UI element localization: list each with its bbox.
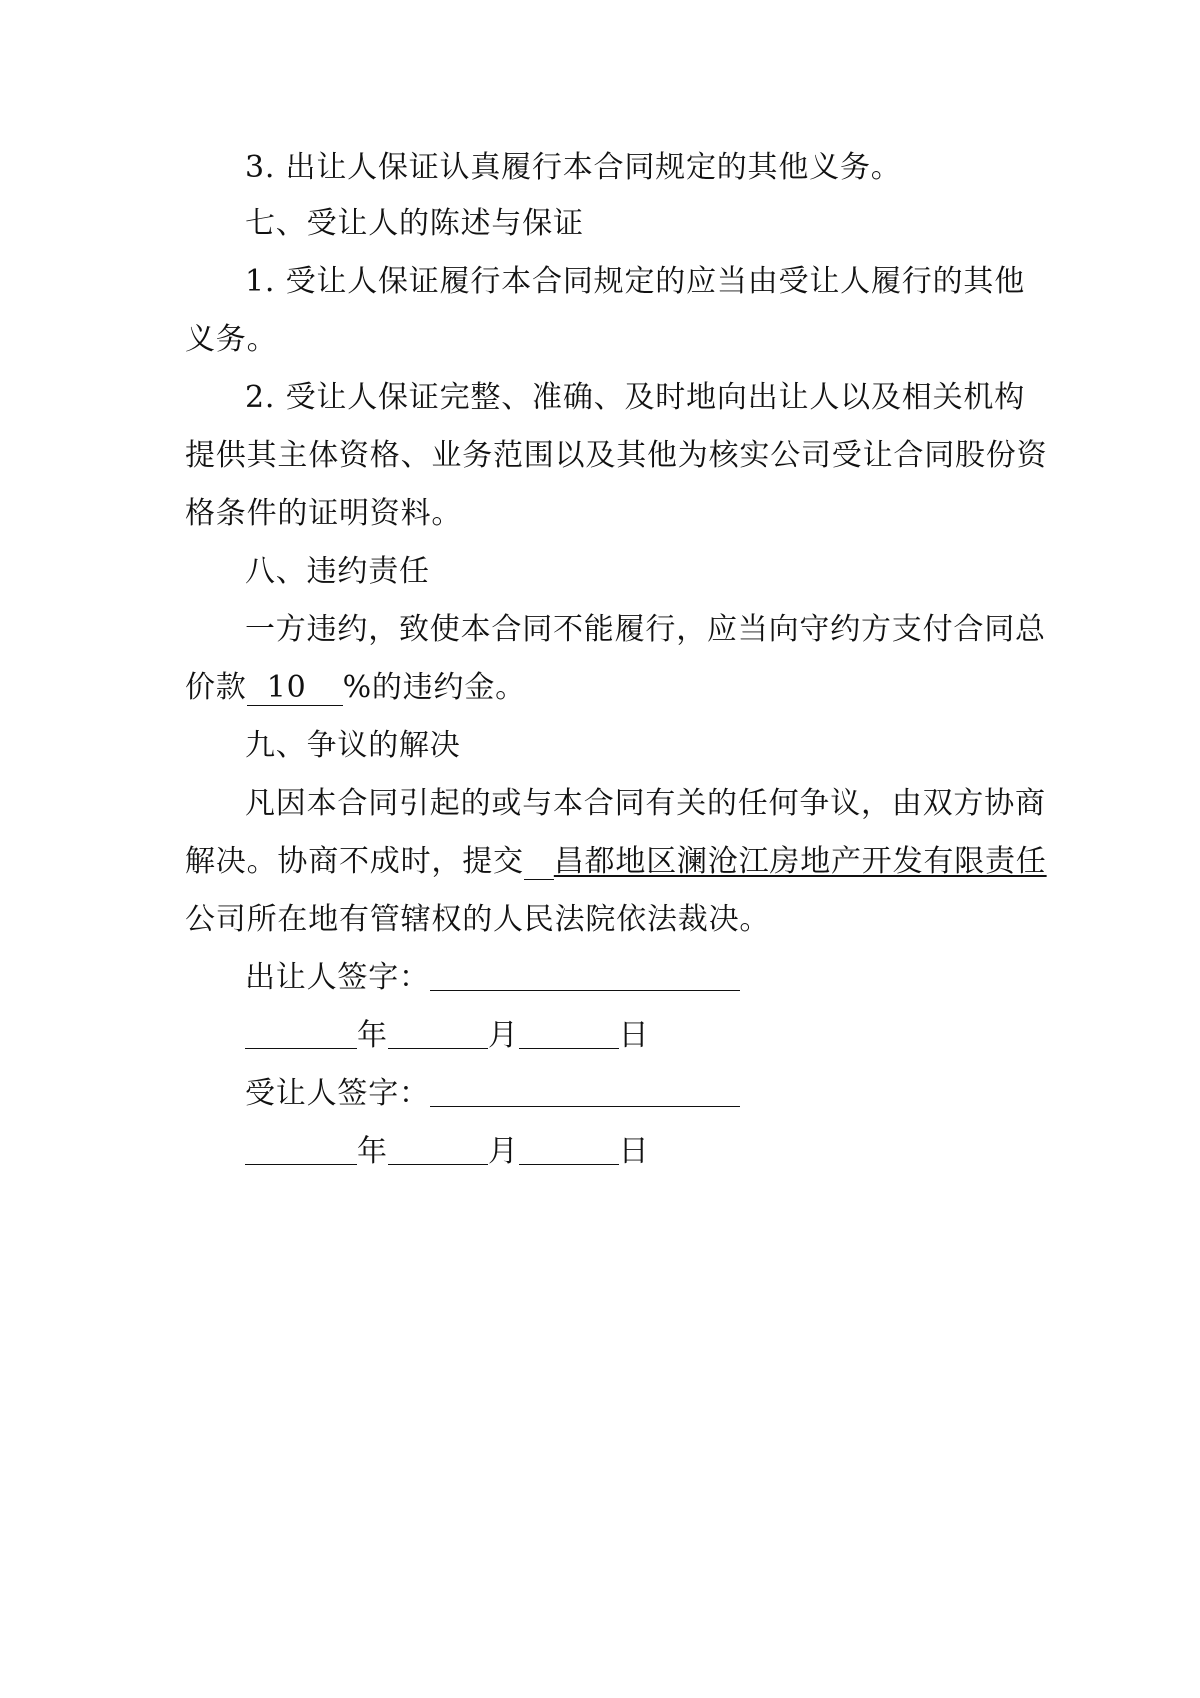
transferee-month-label: 月 [487,1134,519,1169]
section-9-title: 九、争议的解决 [245,728,461,763]
transferor-signature-label: 出让人签字： [245,960,430,995]
section-9-line-3: 公司所在地有管辖权的人民法院依法裁决。 [185,902,771,937]
transferor-month-label: 月 [487,1018,519,1053]
transferee-day-label: 日 [618,1134,650,1169]
clause-7-1-line-1: 1. 受让人保证履行本合同规定的应当由受让人履行的其他 [245,264,1025,299]
penalty-rate-value: 10 [266,670,307,705]
transferor-day-label: 日 [618,1018,650,1053]
transferee-signature-blank[interactable] [430,1076,740,1107]
transferor-date-line [245,1016,1025,1056]
company-blank-lead [524,842,554,882]
section-9-line-2 [185,842,1047,882]
clause-6-3: 3. 出让人保证认真履行本合同规定的其他义务。 [245,150,902,185]
penalty-line [185,668,1025,708]
clause-7-1-line-2: 义务。 [185,322,278,357]
transferor-signature-line [245,958,1025,998]
arbitration-company: 昌都地区澜沧江房地产开发有限责任 [553,844,1047,879]
transferee-signature-line [245,1074,1025,1114]
section-9-line-1: 凡因本合同引起的或与本合同有关的任何争议，由双方协商 [245,786,1046,821]
transferee-date-line [245,1132,1025,1172]
transferor-month-blank[interactable] [388,1018,488,1049]
clause-7-2-line-2: 提供其主体资格、业务范围以及其他为核实公司受让合同股份资 [185,438,1048,473]
section-8-title: 八、违约责任 [245,554,430,589]
penalty-rate-field [247,668,343,708]
transferee-signature-label: 受让人签字： [245,1076,430,1111]
transferor-signature-blank[interactable] [430,960,740,991]
clause-7-2-line-3: 格条件的证明资料。 [185,496,463,531]
transferee-year-label: 年 [357,1134,388,1169]
transferor-day-blank[interactable] [519,1018,619,1049]
penalty-prefix: 价款 [185,670,247,705]
clause-7-2-line-1: 2. 受让人保证完整、准确、及时地向出让人以及相关机构 [245,380,1025,415]
section-7-title: 七、受让人的陈述与保证 [245,206,584,241]
transferee-day-blank[interactable] [519,1134,619,1165]
transferee-year-blank[interactable] [245,1134,357,1165]
transferor-year-blank[interactable] [245,1018,357,1049]
penalty-suffix: %的违约金。 [342,670,526,705]
transferee-month-blank[interactable] [388,1134,488,1165]
transferor-year-label: 年 [357,1018,388,1053]
section-8-line-1: 一方违约，致使本合同不能履行，应当向守约方支付合同总 [245,612,1046,647]
section-9-line-2-prefix: 解决。协商不成时，提交 [185,844,524,879]
